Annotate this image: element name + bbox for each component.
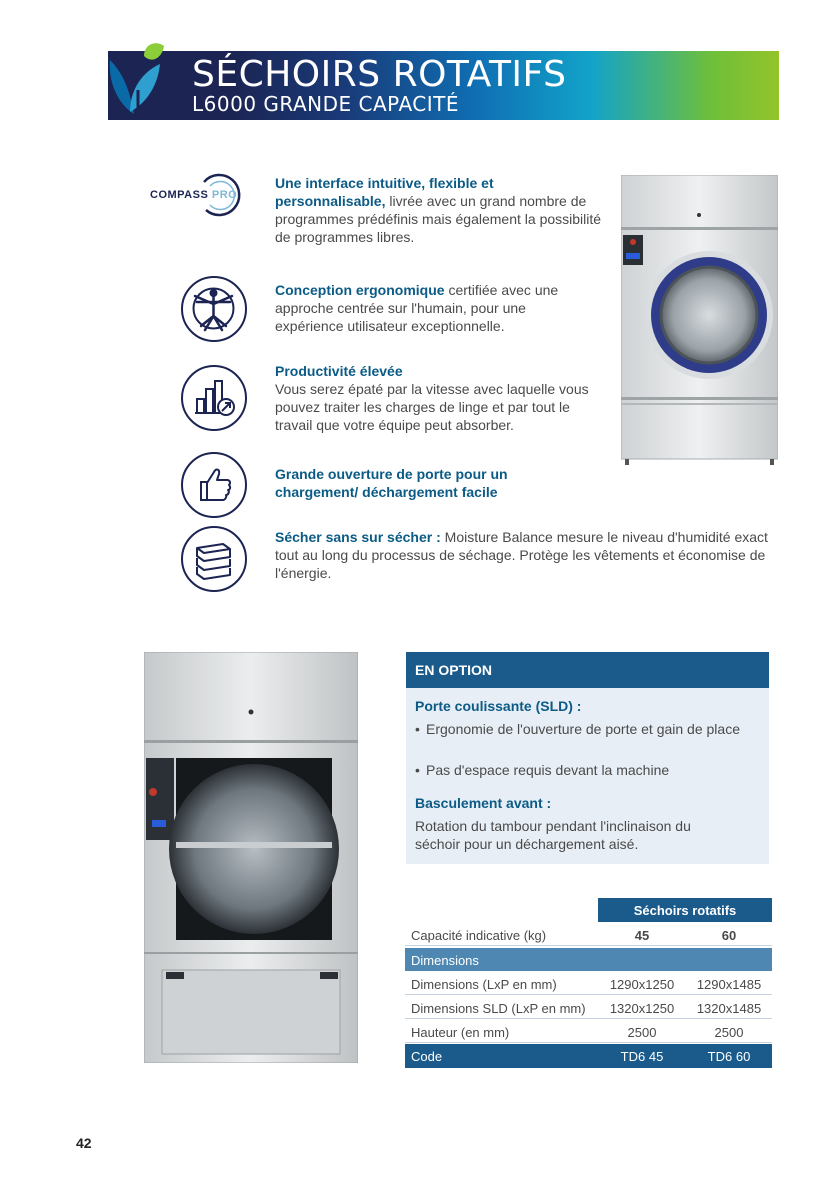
table-row: Dimensions (LxP en mm) 1290x1250 1290x1485 [405, 972, 772, 995]
brand-leaf-logo-icon [100, 42, 178, 124]
dryer-sld-product-image [144, 652, 358, 1063]
sld-title: Porte coulissante (SLD) : [415, 698, 582, 714]
table-row: Dimensions SLD (LxP en mm) 1320x1250 1320x1485 [405, 996, 772, 1019]
page-subtitle: L6000 GRANDE CAPACITÉ [192, 92, 459, 116]
page-number: 42 [76, 1135, 92, 1151]
table-row: Code TD6 45 TD6 60 [405, 1044, 772, 1068]
option-header: EN OPTION [406, 652, 769, 688]
dryer-product-image [621, 175, 778, 465]
option-box [406, 652, 769, 864]
feature-moisture-balance: Sécher sans sur sécher : Moisture Balance mesure le niveau d'humidité exact tout au long du processus de séchage. Protège les vêtements et économise de l'énergie. [275, 529, 768, 581]
compass-pro-logo: COMPASS PRO [150, 189, 238, 201]
table-header: Séchoirs rotatifs [598, 898, 772, 922]
list-item: • Pas d'espace requis devant la machine [415, 762, 670, 778]
feature-productivity: Productivité élevée Vous serez épaté par la vitesse avec laquelle vous pouvez traiter les charges de linge et par tout le travail que votre équipe peut absorber. [275, 363, 589, 433]
tilt-text: Rotation du tambour pendant l'inclinaison du séchoir pour un déchargement aisé. [415, 818, 691, 852]
thumbs-up-icon [181, 452, 247, 518]
list-item: • Ergonomie de l'ouverture de porte et gain de place [415, 721, 740, 737]
folded-laundry-icon [181, 526, 247, 592]
table-row: Dimensions [405, 948, 772, 971]
feature-ergonomics: Conception ergonomique certifiée avec une approche centrée sur l'humain, pour une expérience utilisateur exceptionnelle. [275, 282, 559, 334]
feature-door-opening: Grande ouverture de porte pour un chargement/ déchargement facile [275, 466, 508, 500]
feature-interface: Une interface intuitive, flexible et personnalisable, livrée avec un grand nombre de programmes prédéfinis mais également la possibilité de programmes libres. [275, 175, 602, 245]
table-row: Capacité indicative (kg) 45 60 [405, 923, 772, 946]
productivity-chart-icon [181, 365, 247, 431]
vitruvian-man-icon [181, 276, 247, 342]
tilt-title: Basculement avant : [415, 795, 552, 811]
page-title: SÉCHOIRS ROTATIFS [192, 54, 567, 95]
table-row: Hauteur (en mm) 2500 2500 [405, 1020, 772, 1043]
